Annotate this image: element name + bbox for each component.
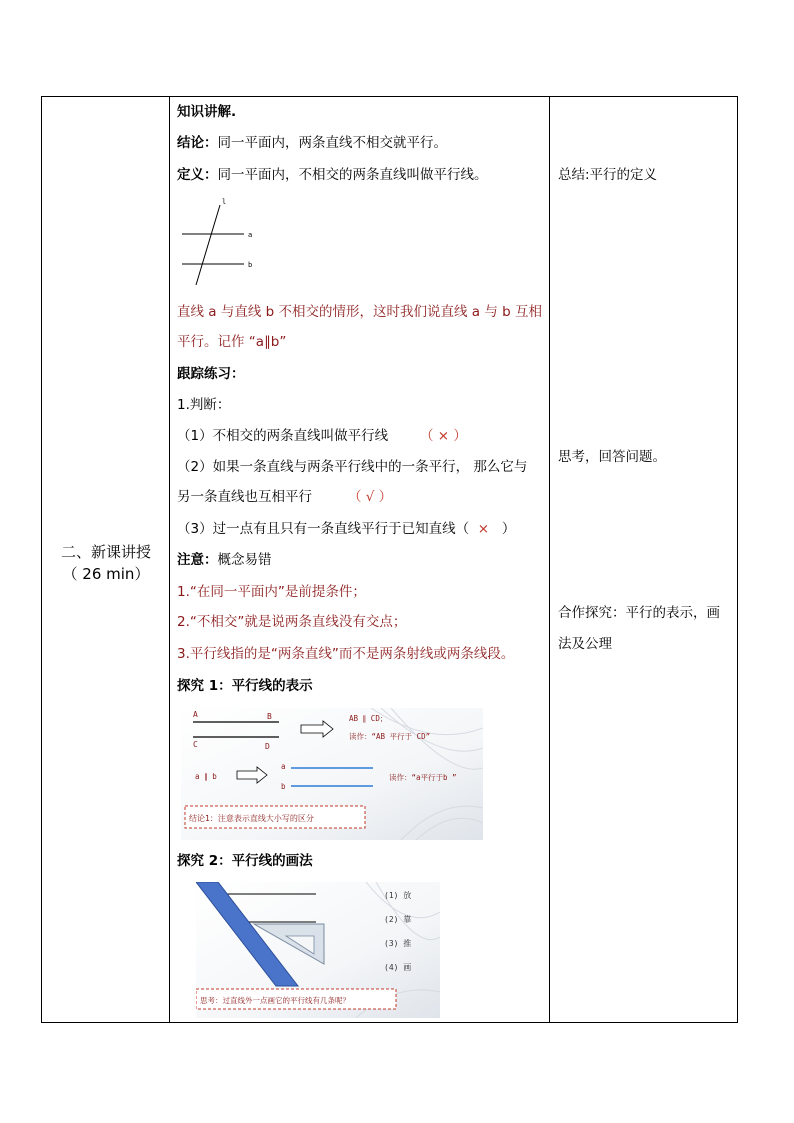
note-2: 2.“不相交”就是说两条直线没有交点； — [177, 614, 407, 630]
notation-text-1: AB ∥ CD； — [349, 714, 388, 723]
answer-1: （ × ） — [420, 428, 467, 444]
lesson-table — [41, 96, 738, 1023]
parallel-lines-figure — [178, 197, 258, 289]
notes-column — [550, 97, 737, 1022]
label-a2: a — [281, 762, 286, 771]
note-1: 1.“在同一平面内”是前提条件； — [177, 584, 366, 600]
definition-text: 同一平面内，不相交的两条直线叫做平行线。 — [217, 167, 488, 183]
step-1: (1) 放 — [384, 891, 412, 900]
question-2a: （2）如果一条直线与两条平行线中的一条平行， 那么它与 — [177, 459, 528, 475]
question-1: （1）不相交的两条直线叫做平行线 — [177, 428, 389, 444]
note-explore-a: 合作探究：平行的表示，画 — [558, 605, 720, 621]
definition-label: 定义： — [177, 167, 218, 183]
drawing-method-figure — [196, 882, 440, 1018]
section-column — [42, 97, 170, 1022]
explore-2-heading: 探究 2：平行线的画法 — [177, 853, 313, 869]
heading-knowledge: 知识讲解. — [177, 104, 237, 120]
answer-3: × — [477, 521, 489, 537]
notation-text-2: 读作：“AB 平行于 CD” — [349, 732, 431, 741]
conclusion-text: 同一平面内，两条直线不相交就平行。 — [217, 135, 447, 151]
label-A: A — [193, 710, 198, 719]
attention-line: 注意：概念易错 — [177, 552, 272, 568]
step-4: (4) 画 — [384, 963, 412, 972]
section-title: 二、新课讲授 — [60, 543, 151, 561]
label-C: C — [193, 740, 198, 749]
content-column — [170, 97, 550, 1022]
notation-figure — [181, 708, 483, 840]
judge-label: 1.判断： — [177, 397, 231, 413]
note-summary: 总结:平行的定义 — [558, 167, 658, 183]
notation-text-3: a ∥ b — [195, 772, 217, 781]
label-b: b — [248, 261, 253, 269]
practice-heading: 跟踪练习： — [177, 366, 245, 382]
think-box: 思考：过直线外一点画它的平行线有几条呢？ — [200, 996, 350, 1005]
conclusion-line — [177, 134, 447, 152]
step-3: (3) 推 — [384, 939, 412, 948]
notation-text-4: 读作：“a平行于b ” — [389, 773, 457, 782]
step-2: (2) 靠 — [384, 915, 412, 924]
label-B: B — [267, 712, 272, 721]
label-D: D — [265, 742, 270, 751]
answer-2: （ √ ） — [348, 489, 393, 505]
section-time: （ 26 min） — [62, 565, 150, 583]
definition-line — [177, 166, 488, 184]
red-statement-2: 平行。记作 “a∥b” — [177, 334, 287, 350]
question-2b: 另一条直线也互相平行 — [177, 489, 312, 505]
conclusion-box: 结论1：注意表示直线大小写的区分 — [189, 814, 314, 823]
question-3: （3）过一点有且只有一条直线平行于已知直线（ × ） — [177, 521, 516, 537]
note-think: 思考，回答问题。 — [558, 449, 666, 465]
red-statement-1: 直线 a 与直线 b 不相交的情形，这时我们说直线 a 与 b 互相 — [177, 304, 543, 320]
note-explore-b: 法及公理 — [558, 636, 612, 652]
explore-1-heading: 探究 1：平行线的表示 — [177, 678, 313, 694]
conclusion-label: 结论： — [177, 135, 218, 151]
note-3: 3.平行线指的是“两条直线”而不是两条射线或两条线段。 — [177, 646, 515, 662]
label-a: a — [248, 231, 253, 239]
label-l: l — [222, 198, 227, 206]
label-b2: b — [281, 782, 286, 791]
